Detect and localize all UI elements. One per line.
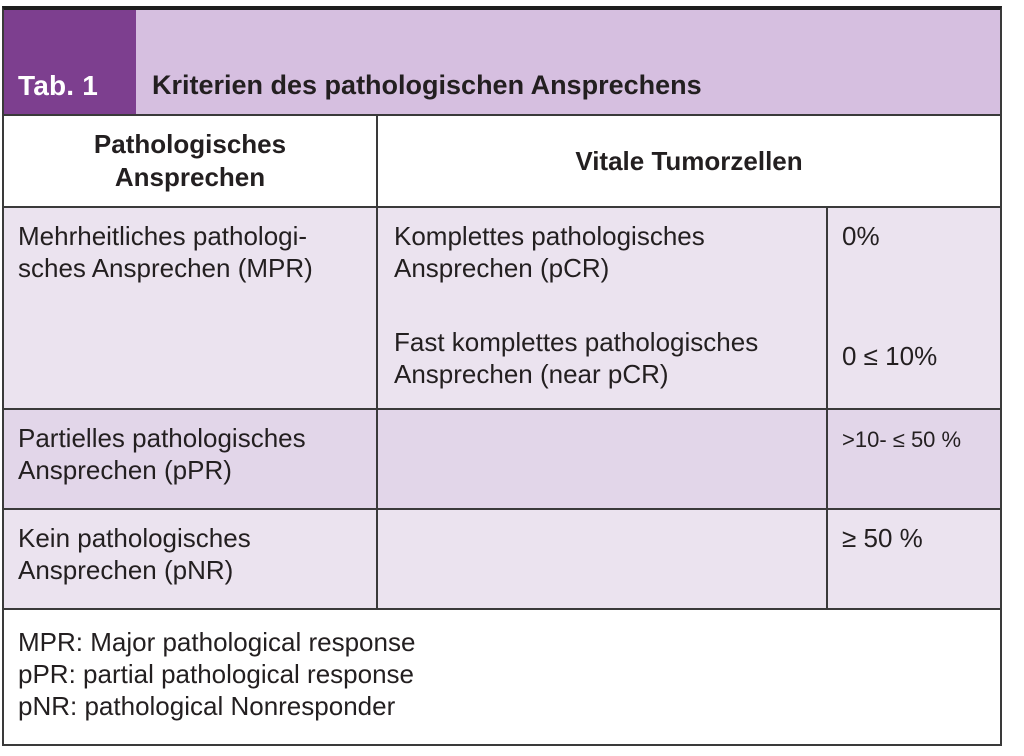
row-value-cell: ≥ 50 % [842, 523, 923, 553]
sub-criterion-line1: Komplettes pathologisches [394, 221, 705, 251]
sub-criterion-line1: Fast komplettes pathologisches [394, 327, 759, 357]
criteria-table [2, 6, 1002, 746]
header-pathologic-response [4, 116, 378, 206]
row-criteria-cell [378, 208, 828, 408]
table-title: Kriterien des pathologischen Ansprechens [152, 70, 702, 100]
row-label-line2: Ansprechen (pPR) [18, 455, 232, 485]
footnote-mpr: MPR: Major pathological response [18, 627, 416, 657]
table-row-mpr [4, 208, 1000, 410]
row-value-cell: >10- ≤ 50 % [842, 427, 962, 452]
header-col1-line1: Pathologisches [93, 129, 287, 159]
footnote-ppr: pPR: partial pathological response [18, 659, 415, 689]
sub-criterion-pcr [394, 220, 826, 284]
row-label-line1: Mehrheitliches pathologi- [18, 221, 308, 251]
sub-criterion-line2: Ansprechen (pCR) [394, 253, 610, 283]
header-vital-tumor-cells: Vitale Tumorzellen [575, 146, 803, 176]
row-label-cell [4, 510, 378, 608]
row-label-cell [4, 208, 378, 408]
row-criteria-cell [378, 410, 828, 508]
value-pcr: 0% [842, 221, 880, 251]
row-label-line1: Kein pathologisches [18, 523, 251, 553]
row-label-cell [4, 410, 378, 508]
table-row-pnr [4, 510, 1000, 610]
table-title-bar [4, 10, 1000, 116]
row-label-line2: sches Ansprechen (MPR) [18, 253, 313, 283]
table-number-label: Tab. 1 [4, 10, 136, 114]
sub-criterion-line2: Ansprechen (near pCR) [394, 359, 669, 389]
sub-criterion-near-pcr [394, 326, 824, 390]
row-value-cell [828, 208, 1000, 408]
row-label-line1: Partielles pathologisches [18, 423, 306, 453]
value-near-pcr: 0 ≤ 10% [842, 341, 938, 371]
table-row-ppr [4, 410, 1000, 510]
row-label-line2: Ansprechen (pNR) [18, 555, 234, 585]
footnote-pnr: pNR: pathological Nonresponder [18, 691, 396, 721]
row-criteria-cell [378, 510, 828, 608]
table-header-row [4, 116, 1000, 208]
table-footnotes [4, 610, 1000, 744]
header-col1-line2: Ansprechen [114, 162, 266, 192]
